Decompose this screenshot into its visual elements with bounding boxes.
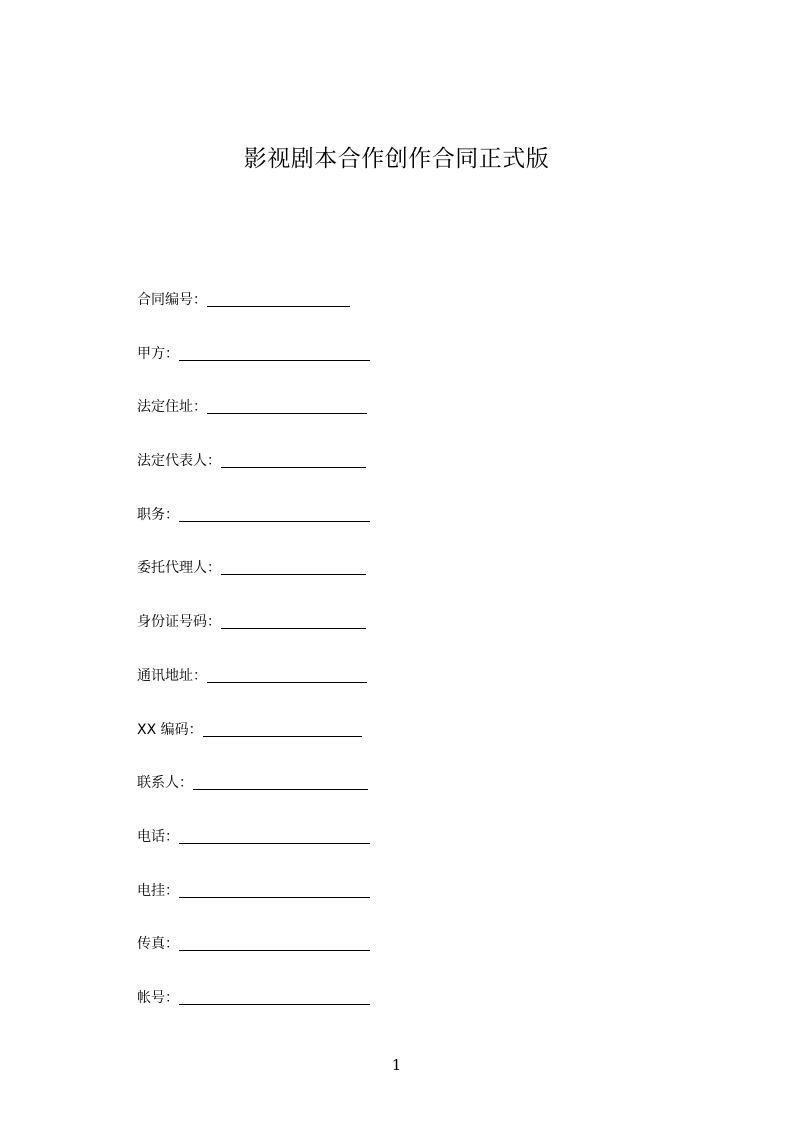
contract-number-field xyxy=(137,290,397,344)
contact-person-field xyxy=(137,773,397,827)
field-label: 职务： xyxy=(137,506,179,523)
field-label: 通讯地址： xyxy=(137,667,207,684)
field-label: 电话： xyxy=(137,828,179,845)
id-number-field xyxy=(137,612,397,666)
telegraph-field xyxy=(137,881,397,935)
blank-line xyxy=(207,290,350,307)
legal-address-field xyxy=(137,397,397,451)
fax-field xyxy=(137,934,397,988)
field-label: 传真： xyxy=(137,936,179,953)
blank-line xyxy=(179,988,370,1005)
blank-line xyxy=(193,773,368,790)
authorized-agent-field xyxy=(137,558,397,612)
party-a-field xyxy=(137,344,397,398)
blank-line xyxy=(179,934,370,951)
blank-line xyxy=(221,558,366,575)
blank-line xyxy=(207,666,367,683)
field-label: 甲方： xyxy=(137,345,179,362)
field-label: 法定住址： xyxy=(137,399,207,416)
blank-line xyxy=(221,451,366,468)
blank-line xyxy=(179,505,370,522)
postal-code-field xyxy=(137,720,397,774)
field-label: 法定代表人： xyxy=(137,453,221,470)
blank-line xyxy=(207,397,367,414)
contract-party-fields xyxy=(137,290,397,1042)
field-label: 电挂： xyxy=(137,882,179,899)
field-label: 帐号： xyxy=(137,989,179,1006)
field-label: XX 编码： xyxy=(137,721,203,738)
account-number-field xyxy=(137,988,397,1042)
position-field xyxy=(137,505,397,559)
field-label: 联系人： xyxy=(137,775,193,792)
mailing-address-field xyxy=(137,666,397,720)
document-title: 影视剧本合作创作合同正式版 xyxy=(243,146,550,172)
blank-line xyxy=(221,612,366,629)
blank-line xyxy=(179,827,370,844)
field-label: 合同编号： xyxy=(137,292,207,308)
blank-line xyxy=(203,720,362,737)
page-number: 1 xyxy=(391,1056,402,1074)
field-label: 委托代理人： xyxy=(137,560,221,577)
legal-representative-field xyxy=(137,451,397,505)
telephone-field xyxy=(137,827,397,881)
field-label: 身份证号码： xyxy=(137,614,221,631)
blank-line xyxy=(179,881,370,898)
blank-line xyxy=(179,344,370,361)
